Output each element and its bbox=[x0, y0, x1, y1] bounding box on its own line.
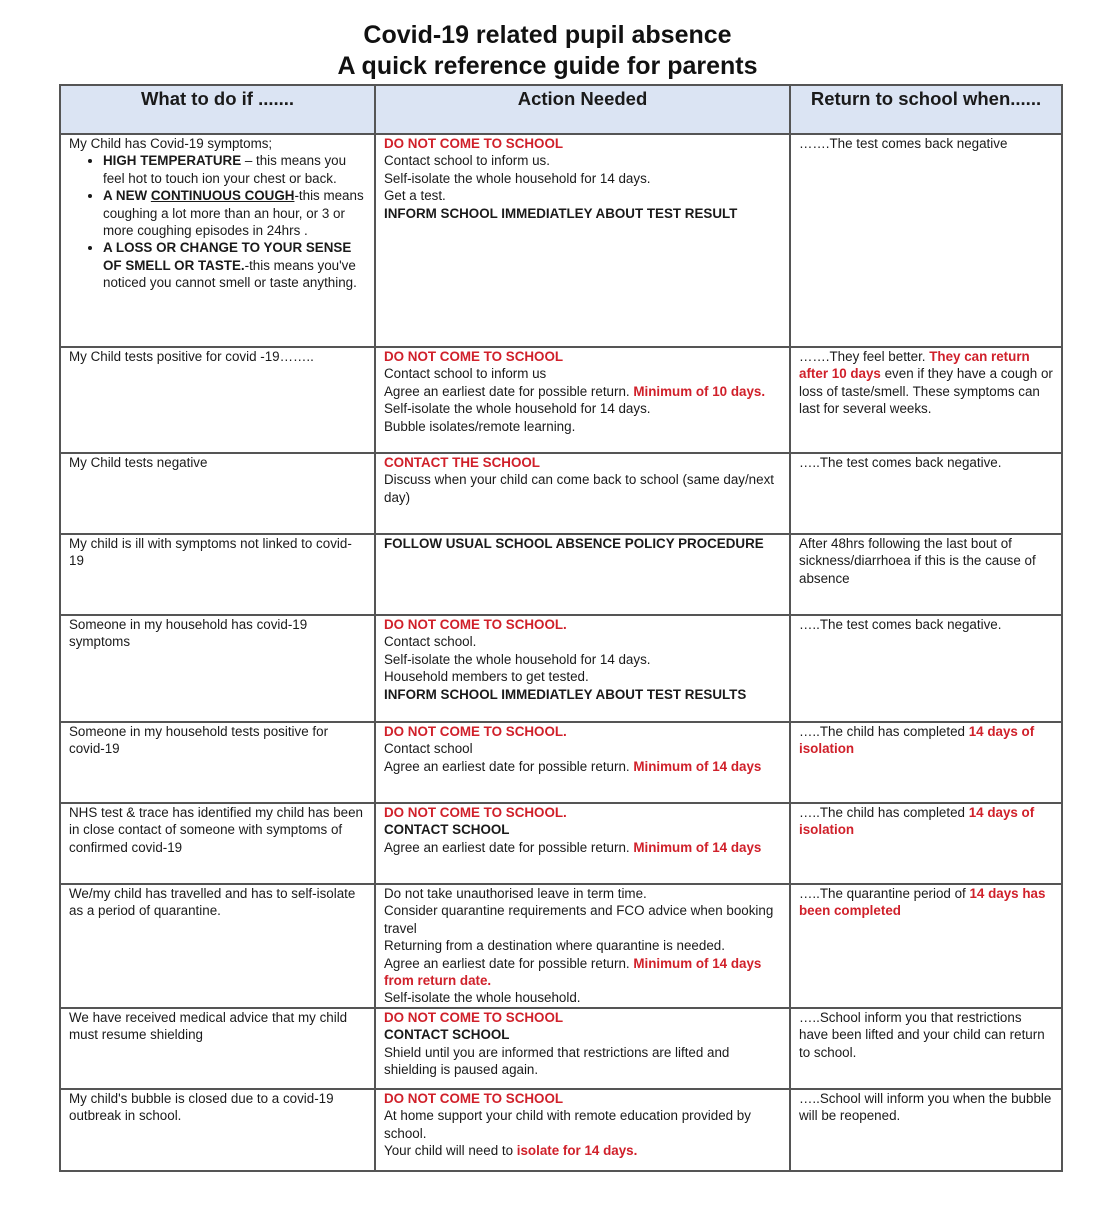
situation-cell bbox=[60, 615, 375, 722]
return-text: even if they have a cough or loss of taste/smell. These symptoms can last for several weeks. bbox=[799, 366, 1053, 417]
action-step: Contact school to inform us bbox=[384, 366, 547, 382]
return-cell bbox=[790, 615, 1062, 722]
table-row bbox=[60, 453, 1062, 534]
action-cell bbox=[375, 1089, 790, 1171]
symptom-text: – this means you feel hot to touch ion your chest or back. bbox=[103, 153, 347, 186]
action-step: Household members to get tested. bbox=[384, 669, 589, 685]
action-step: Consider quarantine requirements and FCO advice when booking travel bbox=[384, 903, 774, 936]
page-subtitle: A quick reference guide for parents bbox=[337, 52, 758, 80]
return-cell bbox=[790, 134, 1062, 347]
action-warning: DO NOT COME TO SCHOOL bbox=[384, 1010, 564, 1025]
action-bold: FOLLOW USUAL SCHOOL ABSENCE POLICY PROCEDURE bbox=[384, 536, 764, 551]
return-cell bbox=[790, 453, 1062, 534]
return-text: …..The quarantine period of bbox=[799, 886, 970, 901]
action-step: Self-isolate the whole household. bbox=[384, 990, 581, 1006]
action-bold: CONTACT SCHOOL bbox=[384, 822, 510, 838]
return-cell bbox=[790, 722, 1062, 803]
action-minimum: isolate for 14 days. bbox=[516, 1143, 638, 1159]
action-step: Returning from a destination where quarantine is needed. bbox=[384, 938, 725, 954]
action-warning: CONTACT THE SCHOOL bbox=[384, 455, 540, 470]
action-cell bbox=[375, 884, 790, 1008]
return-text: …….The test comes back negative bbox=[799, 136, 1008, 151]
return-highlight: 14 days of isolation bbox=[799, 724, 1035, 757]
action-bold: CONTACT SCHOOL bbox=[384, 1027, 510, 1043]
header-return-to-school: Return to school when...... bbox=[790, 85, 1062, 134]
symptom-bold: A NEW bbox=[103, 188, 151, 204]
table-row bbox=[60, 347, 1062, 453]
situation-text: My Child tests positive for covid -19…….. bbox=[69, 349, 314, 364]
situation-cell bbox=[60, 534, 375, 615]
situation-text: We/my child has travelled and has to self-isolate as a period of quarantine. bbox=[69, 886, 356, 919]
action-bold: INFORM SCHOOL IMMEDIATLEY ABOUT TEST RESULTS bbox=[384, 686, 747, 702]
action-warning: DO NOT COME TO SCHOOL bbox=[384, 1091, 564, 1106]
return-highlight: 14 days has been completed bbox=[799, 886, 1046, 919]
symptom-text: -this means you've noticed you cannot smell or taste anything. bbox=[103, 257, 357, 291]
action-step bbox=[384, 839, 781, 856]
situation-text: Someone in my household has covid-19 symptoms bbox=[69, 617, 308, 650]
action-warning: DO NOT COME TO SCHOOL. bbox=[384, 805, 567, 820]
return-text: …..School will inform you when the bubble will be reopened. bbox=[799, 1091, 1052, 1124]
return-highlight: They can return after 10 days bbox=[799, 349, 1030, 382]
table-row bbox=[60, 722, 1062, 803]
action-cell bbox=[375, 615, 790, 722]
symptom-item bbox=[103, 152, 366, 187]
action-text: Agree an earliest date for possible return. bbox=[384, 955, 634, 971]
return-text: …..The test comes back negative. bbox=[799, 455, 1002, 470]
situation-cell bbox=[60, 453, 375, 534]
return-text: …….They feel better. bbox=[799, 349, 930, 364]
action-warning: DO NOT COME TO SCHOOL bbox=[384, 349, 564, 364]
action-minimum: Minimum of 14 days bbox=[633, 758, 762, 774]
page-title: Covid-19 related pupil absence bbox=[363, 21, 732, 49]
header-what-to-do: What to do if ....... bbox=[60, 85, 375, 134]
action-step bbox=[384, 1142, 781, 1159]
situation-text: We have received medical advice that my child must resume shielding bbox=[69, 1010, 348, 1043]
action-step: Self-isolate the whole household for 14 days. bbox=[384, 651, 651, 667]
return-text: …..The test comes back negative. bbox=[799, 617, 1002, 632]
action-cell bbox=[375, 453, 790, 534]
situation-text: My child's bubble is closed due to a covid-19 outbreak in school. bbox=[69, 1091, 334, 1124]
symptom-item bbox=[103, 187, 366, 239]
return-cell bbox=[790, 884, 1062, 1008]
action-cell bbox=[375, 1008, 790, 1089]
symptom-list bbox=[69, 152, 366, 291]
action-step: Contact school bbox=[384, 741, 473, 757]
table-row bbox=[60, 1008, 1062, 1089]
action-bold: INFORM SCHOOL IMMEDIATLEY ABOUT TEST RESULT bbox=[384, 205, 738, 221]
action-step: Bubble isolates/remote learning. bbox=[384, 418, 576, 434]
action-step: Discuss when your child can come back to school (same day/next day) bbox=[384, 472, 774, 505]
action-step: Contact school. bbox=[384, 634, 477, 650]
action-warning: DO NOT COME TO SCHOOL bbox=[384, 136, 564, 151]
situation-cell bbox=[60, 347, 375, 453]
header-row bbox=[60, 85, 1062, 134]
action-step: Self-isolate the whole household for 14 days. bbox=[384, 401, 651, 417]
return-text: …..The child has completed bbox=[799, 805, 969, 820]
situation-cell bbox=[60, 1008, 375, 1089]
table-row bbox=[60, 1089, 1062, 1171]
symptom-item bbox=[103, 239, 366, 291]
situation-text: Someone in my household tests positive for covid-19 bbox=[69, 724, 329, 757]
action-step: Shield until you are informed that restrictions are lifted and shielding is paused again. bbox=[384, 1044, 730, 1078]
situation-cell bbox=[60, 884, 375, 1008]
header-action-needed: Action Needed bbox=[375, 85, 790, 134]
action-step bbox=[384, 758, 781, 775]
action-warning: DO NOT COME TO SCHOOL. bbox=[384, 617, 567, 632]
action-warning: DO NOT COME TO SCHOOL. bbox=[384, 724, 567, 739]
action-step bbox=[384, 383, 781, 400]
action-step: Get a test. bbox=[384, 188, 446, 204]
return-cell bbox=[790, 1089, 1062, 1171]
symptom-text: -this means coughing a lot more than an hour, or 3 or more coughing episodes in 24hrs . bbox=[103, 188, 364, 239]
table-row bbox=[60, 615, 1062, 722]
action-step: Do not take unauthorised leave in term time. bbox=[384, 886, 647, 901]
action-cell bbox=[375, 347, 790, 453]
return-text: …..The child has completed bbox=[799, 724, 969, 739]
symptom-bold: A LOSS OR CHANGE TO YOUR SENSE OF SMELL OR TASTE. bbox=[103, 240, 352, 273]
symptom-underline: CONTINUOUS COUGH bbox=[150, 188, 295, 204]
action-minimum: Minimum of 14 days bbox=[633, 839, 762, 855]
return-cell bbox=[790, 803, 1062, 884]
action-text: Your child will need to bbox=[384, 1143, 517, 1159]
action-text: Agree an earliest date for possible return. bbox=[384, 758, 634, 774]
action-minimum: Minimum of 10 days. bbox=[633, 383, 766, 399]
action-step: At home support your child with remote education provided by school. bbox=[384, 1108, 751, 1141]
situation-cell bbox=[60, 134, 375, 347]
return-cell bbox=[790, 1008, 1062, 1089]
table-row bbox=[60, 803, 1062, 884]
situation-cell bbox=[60, 1089, 375, 1171]
return-text: …..School inform you that restrictions have been lifted and your child can return to school. bbox=[799, 1010, 1045, 1060]
action-cell bbox=[375, 134, 790, 347]
action-cell bbox=[375, 722, 790, 803]
action-text: Agree an earliest date for possible return. bbox=[384, 839, 634, 855]
table-row bbox=[60, 884, 1062, 1008]
action-step bbox=[384, 955, 781, 990]
action-cell bbox=[375, 534, 790, 615]
return-text: After 48hrs following the last bout of sickness/diarrhoea if this is the cause of absence bbox=[799, 536, 1036, 586]
situation-text: NHS test & trace has identified my child has been in close contact of someone with symptoms of confirmed covid-19 bbox=[69, 805, 363, 855]
symptom-bold: HIGH TEMPERATURE bbox=[103, 153, 242, 169]
return-highlight: 14 days of isolation bbox=[799, 805, 1035, 838]
action-cell bbox=[375, 803, 790, 884]
return-cell bbox=[790, 347, 1062, 453]
action-step: Self-isolate the whole household for 14 days. bbox=[384, 170, 651, 186]
situation-cell bbox=[60, 803, 375, 884]
situation-text: My child is ill with symptoms not linked to covid-19 bbox=[69, 536, 352, 569]
table-row bbox=[60, 134, 1062, 347]
reference-table bbox=[59, 84, 1063, 1172]
action-text: Agree an earliest date for possible return. bbox=[384, 383, 634, 399]
action-minimum: Minimum of 14 days from return date. bbox=[384, 955, 762, 989]
situation-text: My Child tests negative bbox=[69, 455, 208, 470]
table-row bbox=[60, 534, 1062, 615]
action-step: Contact school to inform us. bbox=[384, 153, 550, 169]
return-cell bbox=[790, 534, 1062, 615]
situation-text: My Child has Covid-19 symptoms; bbox=[69, 136, 273, 151]
situation-cell bbox=[60, 722, 375, 803]
